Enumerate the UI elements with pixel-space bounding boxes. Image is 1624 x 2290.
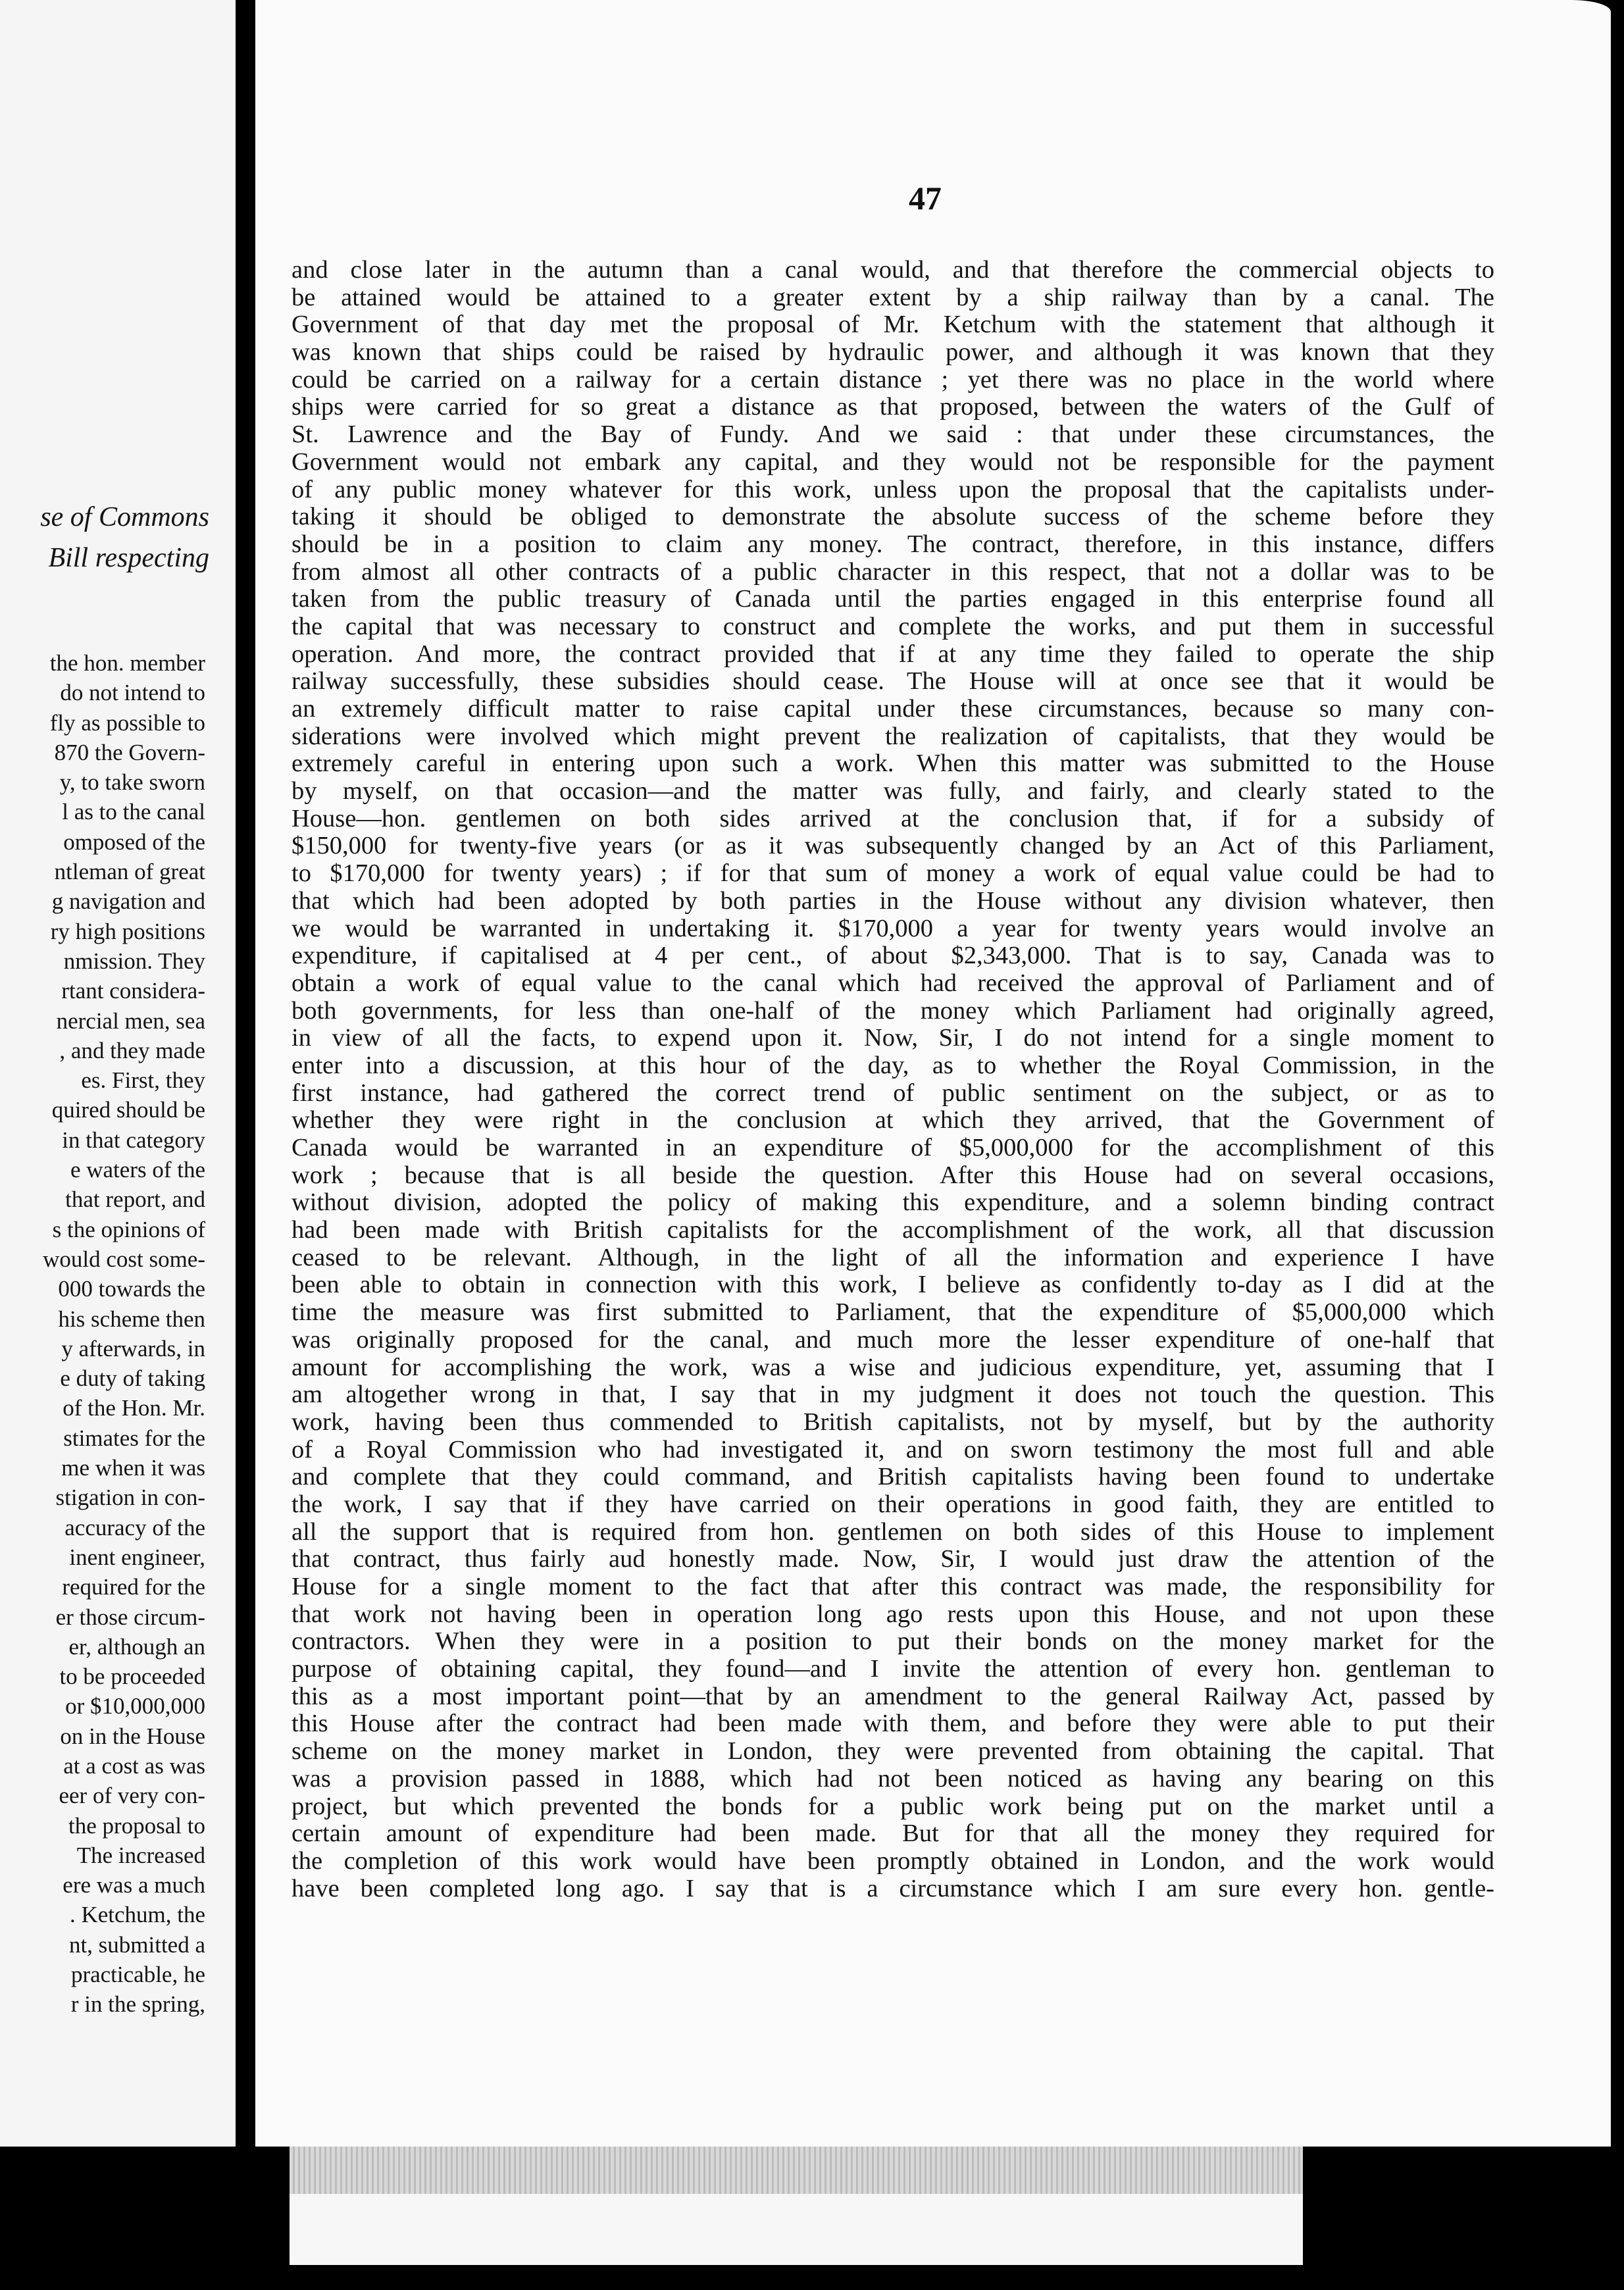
previous-page-line: ntleman of great	[54, 859, 205, 885]
previous-page-line: er those circum-	[55, 1604, 205, 1630]
text-line: Canada would be warranted in an expenditure of $5,000,000 for the accomplishment of this	[292, 1134, 1494, 1161]
previous-page-line: r in the spring,	[70, 1991, 205, 2018]
text-line: taking it should be obliged to demonstrate the absolute success of the scheme before they	[292, 503, 1494, 531]
text-line: to $170,000 for twenty years) ; if for that sum of money a work of equal value could be had to	[292, 859, 1494, 888]
previous-page-heading-line: se of Commons	[40, 502, 209, 532]
text-line: be attained would be attained to a greater extent by a ship railway than by a canal. The	[292, 283, 1494, 311]
previous-page-line: do not intend to	[60, 680, 205, 706]
previous-page-line: that report, and	[65, 1186, 205, 1213]
text-line: was originally proposed for the canal, and much more the lesser expenditure of one-half that	[292, 1325, 1494, 1354]
text-line: this as a most important point—that by an amendment to the general Railway Act, passed by	[292, 1682, 1494, 1710]
previous-page-line: e waters of the	[70, 1157, 205, 1183]
text-line: of a Royal Commission who had investigated it, and on sworn testimony the most full and able	[292, 1435, 1494, 1463]
text-line: obtain a work of equal value to the canal which had received the approval of Parliament and of	[292, 969, 1494, 997]
previous-page-line: ere was a much	[63, 1872, 205, 1898]
previous-page-line: l as to the canal	[62, 799, 205, 825]
text-line: an extremely difficult matter to raise capital under these circumstances, because so many con-	[292, 695, 1494, 723]
previous-page-line: stigation in con-	[55, 1485, 205, 1511]
previous-page-line: e duty of taking	[60, 1365, 205, 1392]
previous-page-line: eer of very con-	[59, 1783, 205, 1809]
text-line: of any public money whatever for this work, unless upon the proposal that the capitalists under-	[292, 475, 1494, 503]
text-line: was known that ships could be raised by hydraulic power, and although it was known that they	[292, 338, 1494, 367]
text-line: the completion of this work would have been promptly obtained in London, and the work would	[292, 1846, 1494, 1875]
text-line: expenditure, if capitalised at 4 per cent., of about $2,343,000. That is to say, Canada was to	[292, 942, 1494, 970]
text-line: have been completed long ago. I say that is a circumstance which I am sure every hon. gentle-	[292, 1874, 1494, 1902]
previous-page-line: y afterwards, in	[61, 1335, 205, 1361]
text-line: could be carried on a railway for a certain distance ; yet there was no place in the world where	[292, 365, 1494, 394]
previous-page-line: The increased	[76, 1842, 205, 1868]
text-line: without division, adopted the policy of making this expenditure, and a solemn binding contract	[292, 1188, 1494, 1217]
text-line: and complete that they could command, and British capitalists having been found to undertake	[292, 1463, 1494, 1491]
previous-page-line: 000 towards the	[58, 1276, 205, 1302]
previous-page-line: at a cost as was	[63, 1752, 205, 1779]
text-line: certain amount of expenditure had been made. But for that all the money they required for	[292, 1819, 1494, 1848]
text-line: this House after the contract had been made with them, and before they were able to put their	[292, 1710, 1494, 1738]
text-line: Government would not embark any capital, and they would not be responsible for the payment	[292, 447, 1494, 476]
text-line: from almost all other contracts of a public character in this respect, that not a dollar was to be	[292, 557, 1494, 586]
text-line: railway successfully, these subsidies should cease. The House will at once see that it would be	[292, 667, 1494, 696]
previous-page-line: inent engineer,	[69, 1544, 205, 1570]
previous-page-line: to be proceeded	[59, 1664, 205, 1690]
text-line: project, but which prevented the bonds for a public work being put on the market until a	[292, 1792, 1494, 1820]
text-line: St. Lawrence and the Bay of Fundy. And we said : that under these circumstances, the	[292, 420, 1494, 449]
previous-page-line: the proposal to	[68, 1812, 205, 1839]
text-line: we would be warranted in undertaking it. $170,000 a year for twenty years would involve an	[292, 914, 1494, 942]
page-edge-fold	[290, 2147, 1303, 2194]
previous-page-line: of the Hon. Mr.	[63, 1395, 205, 1421]
text-line: was a provision passed in 1888, which had not been noticed as having any bearing on this	[292, 1764, 1494, 1793]
text-line: work ; because that is all beside the question. After this House had on several occasions,	[292, 1161, 1494, 1189]
previous-page-line: omposed of the	[63, 828, 205, 855]
body-text	[292, 257, 1494, 1902]
binding-gutter	[236, 0, 255, 2290]
text-line: that contract, thus fairly aud honestly made. Now, Sir, I would just draw the attention of the	[292, 1545, 1494, 1573]
previous-page-text-column	[0, 648, 205, 2020]
previous-page-line: fly as possible to	[49, 709, 205, 736]
previous-page-line: or $10,000,000	[65, 1693, 205, 1719]
text-line: that work not having been in operation long ago rests upon this House, and not upon these	[292, 1600, 1494, 1628]
text-line: in view of all the facts, to expend upon it. Now, Sir, I do not intend for a single moment to	[292, 1024, 1494, 1052]
text-line: and close later in the autumn than a canal would, and that therefore the commercial objects to	[292, 256, 1494, 284]
text-line: both governments, for less than one-half of the money which Parliament had originally agreed,	[292, 996, 1494, 1025]
previous-page-heading-line: Bill respecting	[48, 543, 209, 573]
page-number: 47	[909, 180, 942, 216]
text-line: contractors. When they were in a position to put their bonds on the money market for the	[292, 1627, 1494, 1656]
previous-page-line: nmission. They	[63, 948, 205, 974]
previous-page-line: s the opinions of	[52, 1216, 205, 1242]
document-page	[255, 0, 1611, 2147]
text-line: time the measure was first submitted to Parliament, that the expenditure of $5,000,000 which	[292, 1298, 1494, 1327]
text-line: Government of that day met the proposal of Mr. Ketchum with the statement that although it	[292, 311, 1494, 339]
previous-page-line: practicable, he	[70, 1962, 205, 1988]
text-line: first instance, had gathered the correct trend of public sentiment on the subject, or as to	[292, 1079, 1494, 1107]
text-line: amount for accomplishing the work, was a wise and judicious expenditure, yet, assuming that I	[292, 1353, 1494, 1381]
previous-page-line: , and they made	[59, 1037, 205, 1063]
text-line: extremely careful in entering upon such a work. When this matter was submitted to the House	[292, 750, 1494, 778]
text-line: the work, I say that if they have carried on their operations in good faith, they are entitled to	[292, 1490, 1494, 1518]
previous-page-line: me when it was	[61, 1455, 205, 1481]
page-bottom-edge	[290, 2194, 1303, 2265]
previous-page-line: er, although an	[68, 1633, 205, 1660]
previous-page-line: would cost some-	[43, 1246, 205, 1272]
text-line: ceased to be relevant. Although, in the light of all the information and experience I have	[292, 1243, 1494, 1271]
previous-page-line: . Ketchum, the	[69, 1902, 205, 1928]
text-line: work, having been thus commended to British capitalists, not by myself, but by the authority	[292, 1408, 1494, 1436]
previous-page-line: 870 the Govern-	[54, 739, 205, 765]
text-line: House—hon. gentlemen on both sides arrived at the conclusion that, if for a subsidy of	[292, 804, 1494, 832]
text-line: purpose of obtaining capital, they found—and I invite the attention of every hon. gentleman to	[292, 1655, 1494, 1683]
previous-page-line: on in the House	[60, 1723, 205, 1749]
text-line: that which had been adopted by both parties in the House without any division whatever, then	[292, 886, 1494, 915]
previous-page-line: stimates for the	[63, 1425, 205, 1451]
text-line: ships were carried for so great a distance as that proposed, between the waters of the Gulf of	[292, 393, 1494, 421]
text-line: scheme on the money market in London, they were prevented from obtaining the capital. That	[292, 1737, 1494, 1766]
previous-page-line: required for the	[62, 1574, 205, 1600]
previous-page-line: es. First, they	[81, 1067, 205, 1094]
previous-page-line: his scheme then	[58, 1306, 205, 1332]
previous-page-fragment	[0, 0, 236, 2147]
previous-page-line: the hon. member	[49, 650, 205, 676]
previous-page-line: quired should be	[51, 1097, 205, 1123]
previous-page-line: g navigation and	[51, 888, 205, 915]
text-line: by myself, on that occasion—and the matter was fully, and fairly, and clearly stated to the	[292, 777, 1494, 805]
text-line: siderations were involved which might prevent the realization of capitalists, that they would be	[292, 722, 1494, 750]
text-line: am altogether wrong in that, I say that in my judgment it does not touch the question. This	[292, 1381, 1494, 1409]
text-line: House for a single moment to the fact that after this contract was made, the responsibility for	[292, 1573, 1494, 1600]
text-line: all the support that is required from hon. gentlemen on both sides of this House to implement	[292, 1517, 1494, 1546]
text-line: the capital that was necessary to construct and complete the works, and put them in successful	[292, 612, 1494, 640]
text-line: enter into a discussion, at this hour of the day, as to whether the Royal Commission, in the	[292, 1051, 1494, 1079]
previous-page-line: rtant considera-	[61, 978, 205, 1004]
previous-page-line: nercial men, sea	[56, 1007, 205, 1034]
previous-page-line: nt, submitted a	[68, 1931, 205, 1958]
text-line: had been made with British capitalists for the accomplishment of the work, all that discussion	[292, 1216, 1494, 1244]
text-line: been able to obtain in connection with this work, I believe as confidently to-day as I did at the	[292, 1271, 1494, 1299]
text-line: $150,000 for twenty-five years (or as it was subsequently changed by an Act of this Parliament,	[292, 832, 1494, 860]
text-line: taken from the public treasury of Canada until the parties engaged in this enterprise found all	[292, 585, 1494, 613]
previous-page-line: in that category	[62, 1127, 205, 1153]
previous-page-line: ry high positions	[50, 918, 205, 944]
previous-page-line: accuracy of the	[64, 1514, 205, 1540]
text-line: whether they were right in the conclusion at which they arrived, that the Government of	[292, 1106, 1494, 1134]
text-line: should be in a position to claim any money. The contract, therefore, in this instance, differs	[292, 530, 1494, 558]
previous-page-line: y, to take sworn	[59, 769, 205, 796]
text-line: operation. And more, the contract provided that if at any time they failed to operate the ship	[292, 640, 1494, 668]
